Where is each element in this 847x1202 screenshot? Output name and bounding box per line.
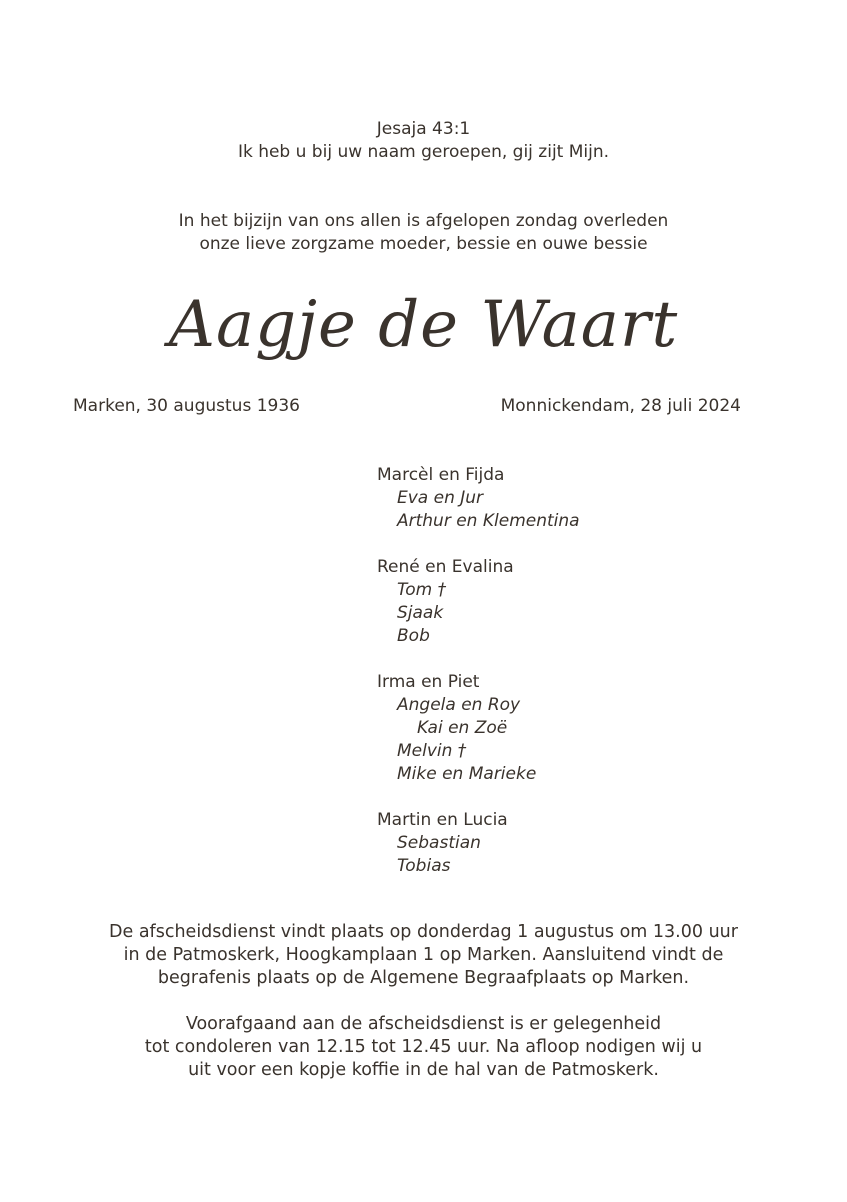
family-parents: Martin en Lucia — [377, 810, 508, 830]
family-child: Angela en Roy — [397, 695, 521, 715]
condolence-line-1: Voorafgaand aan de afscheidsdienst is er gelegenheid — [185, 1014, 662, 1034]
family-child: Arthur en Klementina — [397, 511, 580, 531]
family-child: Sebastian — [397, 833, 481, 853]
family-child: Tom † — [397, 580, 447, 600]
family-child: Sjaak — [397, 603, 444, 623]
family-parents: Marcèl en Fijda — [377, 465, 505, 485]
family-child: Melvin † — [397, 741, 467, 761]
death-date: Monnickendam, 28 juli 2024 — [500, 396, 741, 416]
family-group — [377, 464, 580, 533]
family-child: Mike en Marieke — [397, 764, 537, 784]
intro-text — [0, 210, 847, 256]
family-list — [377, 464, 580, 901]
service-info — [0, 921, 847, 990]
service-line-1: De afscheidsdienst vindt plaats op donderdag 1 augustus om 13.00 uur — [109, 922, 738, 942]
condolence-info — [0, 1013, 847, 1082]
birth-date: Marken, 30 augustus 1936 — [73, 396, 300, 416]
service-line-3: begrafenis plaats op de Algemene Begraafplaats op Marken. — [157, 968, 690, 988]
family-group — [377, 556, 580, 648]
family-child: Bob — [397, 626, 430, 646]
verse-reference: Jesaja 43:1 — [376, 119, 471, 139]
deceased-name: Aagje de Waart — [168, 288, 679, 362]
verse-text: Ik heb u bij uw naam geroepen, gij zijt Mijn. — [237, 142, 610, 162]
family-grandchild: Kai en Zoë — [417, 718, 508, 738]
family-group — [377, 671, 580, 786]
family-parents: René en Evalina — [377, 557, 514, 577]
family-group — [377, 809, 580, 878]
bible-verse — [0, 118, 847, 164]
intro-line-2: onze lieve zorgzame moeder, bessie en ouwe bessie — [199, 234, 648, 254]
family-child: Tobias — [397, 856, 451, 876]
family-parents: Irma en Piet — [377, 672, 480, 692]
family-child: Eva en Jur — [397, 488, 484, 508]
intro-line-1: In het bijzijn van ons allen is afgelopen zondag overleden — [178, 211, 669, 231]
service-line-2: in de Patmoskerk, Hoogkamplaan 1 op Marken. Aansluitend vindt de — [123, 945, 724, 965]
condolence-line-2: tot condoleren van 12.15 tot 12.45 uur. Na afloop nodigen wij u — [144, 1037, 703, 1057]
condolence-line-3: uit voor een kopje koffie in de hal van de Patmoskerk. — [188, 1060, 659, 1080]
